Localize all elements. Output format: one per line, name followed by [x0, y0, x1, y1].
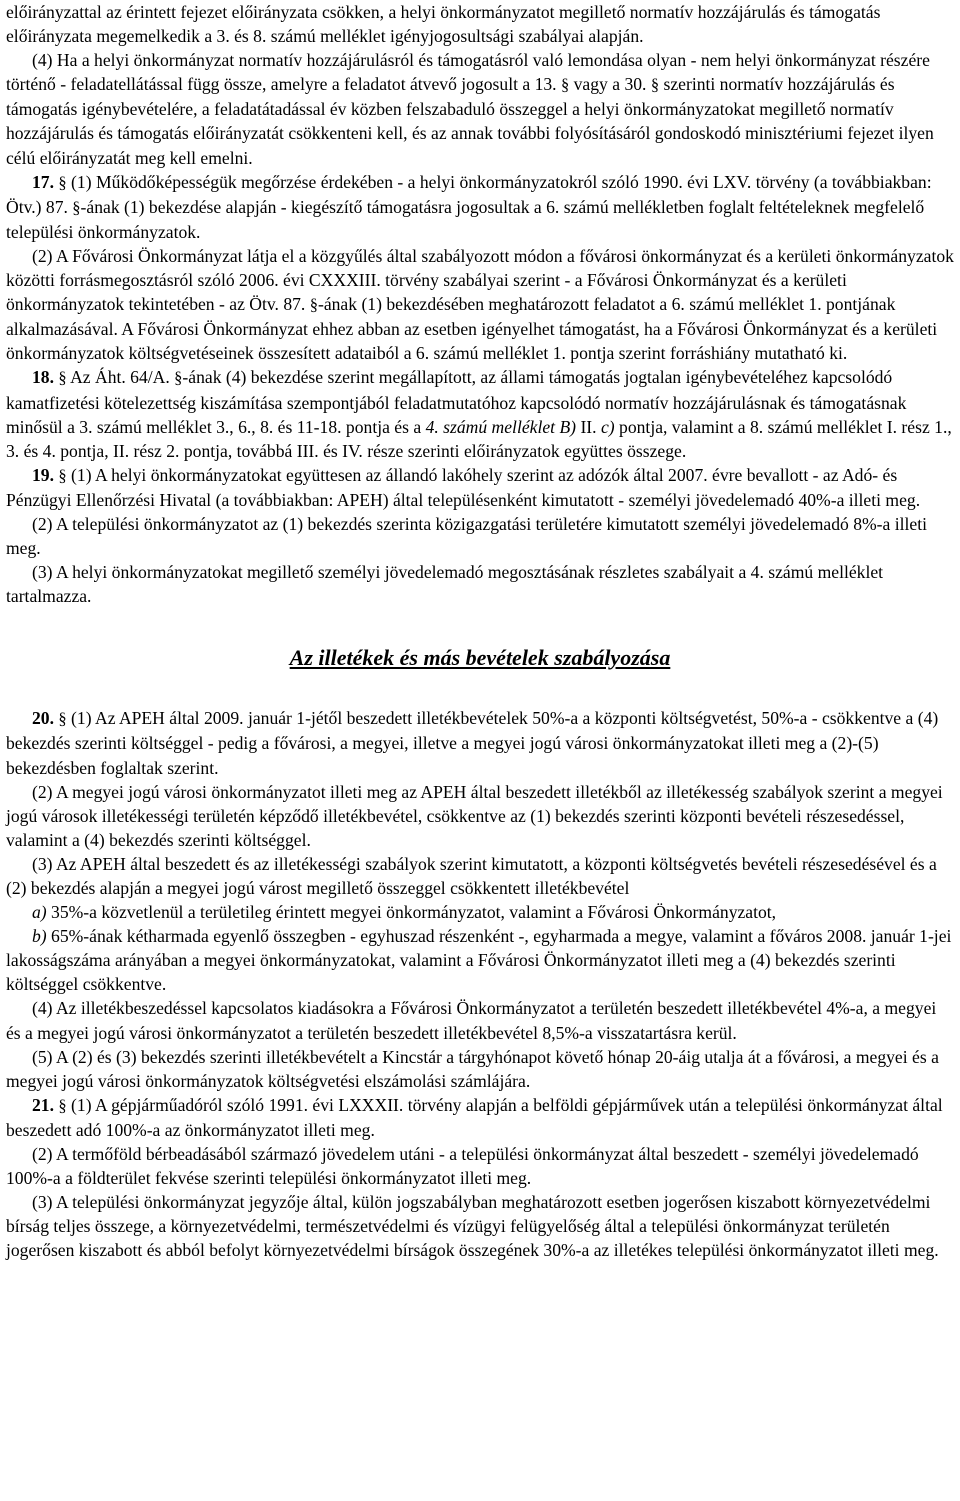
text-run: (2) A települési önkormányzatot az (1) bekezdés szerinta közigazgatási területére kimutatott személyi jövedelemadó 8%-a illeti meg. — [6, 513, 927, 559]
text-run: -ának (1) bekezdése alapján - kiegészítő támogatásra jogosultak a 6. számú mellékletben foglalt feltételeknek megfelelő települési önkormányzatok. — [6, 196, 925, 242]
text-run: (1) Az APEH által 2009. január 1-jétől beszedett illetékbevételek 50%-a a központi költségvetést, 50%-a - csökkentve a (4) bekezdés szerinti költséggel - pedig a fővárosi, a megyei, illetve a megyei jogú városi önkormányzatokat illeti meg a (2)-(5) bekezdésben foglaltak szerint. — [6, 708, 939, 778]
paragraph — [6, 780, 954, 852]
text-run: előirányzattal az érintett fejezet előirányzata csökken, a helyi önkormányzatot megillető normatív hozzájárulás és támogatás előirányzata megemelkedik a 3. és 8. számú melléklet igényjogosultsági szabályai alapján. — [6, 2, 881, 47]
text-run: (2) A termőföld bérbeadásából származó jövedelem utáni - a települési önkormányzat által beszedett - személyi jövedelemadó 100%-a a földterület fekvése szerinti települési önkormányzatot illeti meg. — [6, 1144, 919, 1189]
text-run: (2) A Fővárosi Önkormányzat látja el a közgyűlés által szabályozott módon a fővárosi önkormányzat és a kerületi önkormányzatok közötti forrásmegosztásról szóló 2006. évi CXXXIII. törvény szabályai szerint - a Fővárosi Önkormányzat és a kerületi önkormányzatok tekintetében - az Ötv. 87. — [6, 245, 954, 315]
paragraph — [6, 1142, 954, 1190]
paragraph — [6, 1190, 954, 1262]
paragraph — [6, 512, 954, 560]
paragraph — [6, 48, 954, 169]
paragraph-sign: § — [58, 1095, 67, 1115]
paragraph — [6, 996, 954, 1044]
section-number: 21. — [32, 1094, 54, 1115]
italic-text: c) — [600, 416, 615, 437]
text-run: (4) Ha a helyi önkormányzat normatív hozzájárulásról és támogatásról való lemondása olyan - nem helyi önkormányzat részére történő - feladatellátással függ össze, amelyre a feladatot átvevő jogosult a 13. — [6, 50, 930, 95]
paragraph — [6, 924, 954, 996]
text-run: szerinti normatív hozzájárulás és támogatás igénybevételére, a feladatátadással év közben felszabaduló összeggel a helyi önkormányzatokat megillető normatív hozzájárulás és támogatás előirányzatát csökkenteni kell, és az annak további folyósításáról gondoskodó minisztériumi fejezet ilyen célú előirányzatát meg kell emelni. — [6, 74, 934, 168]
paragraph-sign: § — [58, 172, 67, 192]
paragraph-sign: § — [560, 75, 570, 95]
paragraph — [6, 706, 954, 779]
paragraph — [6, 244, 954, 365]
paragraph-sign: § — [650, 75, 660, 95]
text-run: 65%-ának kétharmada egyenlő összegben - egyhuszad részenként -, egyharmada a megye, valamint a főváros 2008. január 1-jei lakosságszáma arányában a megyei önkormányzatokat, valamint a Fővárosi Önkormányzatot illeti meg a (4) bekezdés szerinti költséggel csökkentve. — [6, 926, 952, 995]
italic-text: a) — [32, 902, 47, 923]
text-run: II. — [576, 416, 601, 437]
section-number: 19. — [32, 464, 54, 485]
paragraph — [6, 560, 954, 608]
text-run: (5) A (2) és (3) bekezdés szerinti illetékbevételt a Kincstár a tárgyhónapot követő hónap 20-áig utalja át a fővárosi, a megyei és a megyei jogú városi önkormányzatok költségvetési elszámolási számlájára. — [6, 1046, 939, 1091]
italic-text: b) — [32, 926, 47, 947]
paragraph-sign: § — [58, 709, 67, 729]
paragraph-sign: § — [72, 197, 81, 217]
paragraph — [6, 463, 954, 512]
paragraph-sign: § — [58, 465, 67, 485]
text-run: pontja, valamint a 8. számú melléklet I. rész 1., 3. és 4. pontja, II. rész 2. pontja, továbbá III. és IV. része szerinti előirányzatok együttes összege. — [6, 416, 952, 461]
paragraph — [6, 1045, 954, 1093]
text-run: (3) Az APEH által beszedett és az illetékességi szabályok szerint kimutatott, a központi költségvetés bevételi részesedésével és a (2) bekezdés alapján a megyei jogú várost megillető összeggel csökkentett illetékbevétel — [6, 853, 937, 898]
paragraph — [6, 365, 954, 462]
paragraph-sign: § — [58, 368, 67, 388]
section-number: 18. — [32, 367, 54, 388]
paragraph — [6, 852, 954, 900]
paragraph — [6, 900, 954, 924]
text-run: -ának (1) bekezdésében meghatározott feladatot a 6. számú melléklet 1. pontjának alkalmazásával. A Fővárosi Önkormányzat ehhez abban az esetben igényelhet támogatást, ha a Fővárosi Önkormányzat és a kerületi önkormányzatok költségvetéseinek összesített adataiból a 6. számú melléklet 1. pontja szerint forráshiány mutatható ki. — [6, 294, 938, 364]
section-number: 20. — [32, 708, 54, 729]
text-run: (1) Működőképességük megőrzése érdekében - a helyi önkormányzatokról szóló 1990. évi LXV. törvény (a továbbiakban: Ötv.) 87. — [6, 171, 932, 217]
text-run: Az illetékek és más bevételek szabályozása — [289, 645, 671, 671]
text-run: vagy a 30. — [569, 74, 651, 95]
paragraph-sign: § — [174, 368, 183, 388]
text-run: -ának (4) bekezdése szerint megállapított, az állami támogatás jogtalan igénybevételéhez kapcsolódó kamatfizetési kötelezettség kiszámítása szempontjából feladatmutatóhoz kapcsolódó normatív hozzájárulásnak és támogatásnak minősül a 3. számú melléklet 3., 6., 8. és 11-18. pontja és a — [6, 367, 907, 437]
text-run: (3) A helyi önkormányzatokat megillető személyi jövedelemadó megosztásának részletes szabályait a 4. számú melléklet tartalmazza. — [6, 562, 884, 607]
section-heading — [6, 644, 954, 672]
paragraph-sign: § — [309, 295, 318, 315]
text-run: (3) A települési önkormányzat jegyzője által, külön jogszabályban meghatározott esetben jogerősen kiszabott környezetvédelmi bírság teljes összege, a környezetvédelmi, természetvédelmi és vízügyi felügyelőség által a települési önkormányzat területén jogerősen kiszabott és abból befolyt környezetvédelmi bírságok összegének 30%-a az illetékes települési önkormányzatot illeti meg. — [6, 1192, 939, 1261]
text-run: Az Áht. 64/A. — [66, 367, 175, 388]
section-number: 17. — [32, 171, 54, 192]
paragraph — [6, 170, 954, 244]
paragraph — [6, 1093, 954, 1142]
paragraph — [6, 0, 954, 48]
text-run: (4) Az illetékbeszedéssel kapcsolatos kiadásokra a Fővárosi Önkormányzatot a területén beszedett illetékbevétel 4%-a, a megyei és a megyei jogú városi önkormányzatot a területén beszedett illetékbevétel 8,5%-a visszatartásra kerül. — [6, 998, 937, 1043]
text-run: (2) A megyei jogú városi önkormányzatot illeti meg az APEH által beszedett illetékből az illetékesség szabályok szerint a megyei jogú városok illetékességi területén képződő illetékbevétel, csökkentve az (1) bekezdés szerinti központi bevételi részesedéssel, valamint a (4) bekezdés szerinti költséggel. — [6, 781, 943, 850]
text-run: (1) A helyi önkormányzatokat együttesen az állandó lakóhely szerint az adózók által 2007. évre bevallott - az Adó- és Pénzügyi Ellenőrzési Hivatal (a továbbiakban: APEH) által településenként kimutatott - személyi jövedelemadó 40%-a illeti meg. — [6, 464, 921, 510]
italic-text: 4. számú melléklet B) — [425, 416, 577, 437]
text-run: 35%-a közvetlenül a területileg érintett megyei önkormányzatot, valamint a Fővárosi Önkormányzatot, — [46, 902, 777, 923]
text-run: (1) A gépjárműadóról szóló 1991. évi LXXXII. törvény alapján a belföldi gépjárművek után a települési önkormányzat által beszedett adó 100%-a az önkormányzatot illeti meg. — [6, 1094, 943, 1140]
